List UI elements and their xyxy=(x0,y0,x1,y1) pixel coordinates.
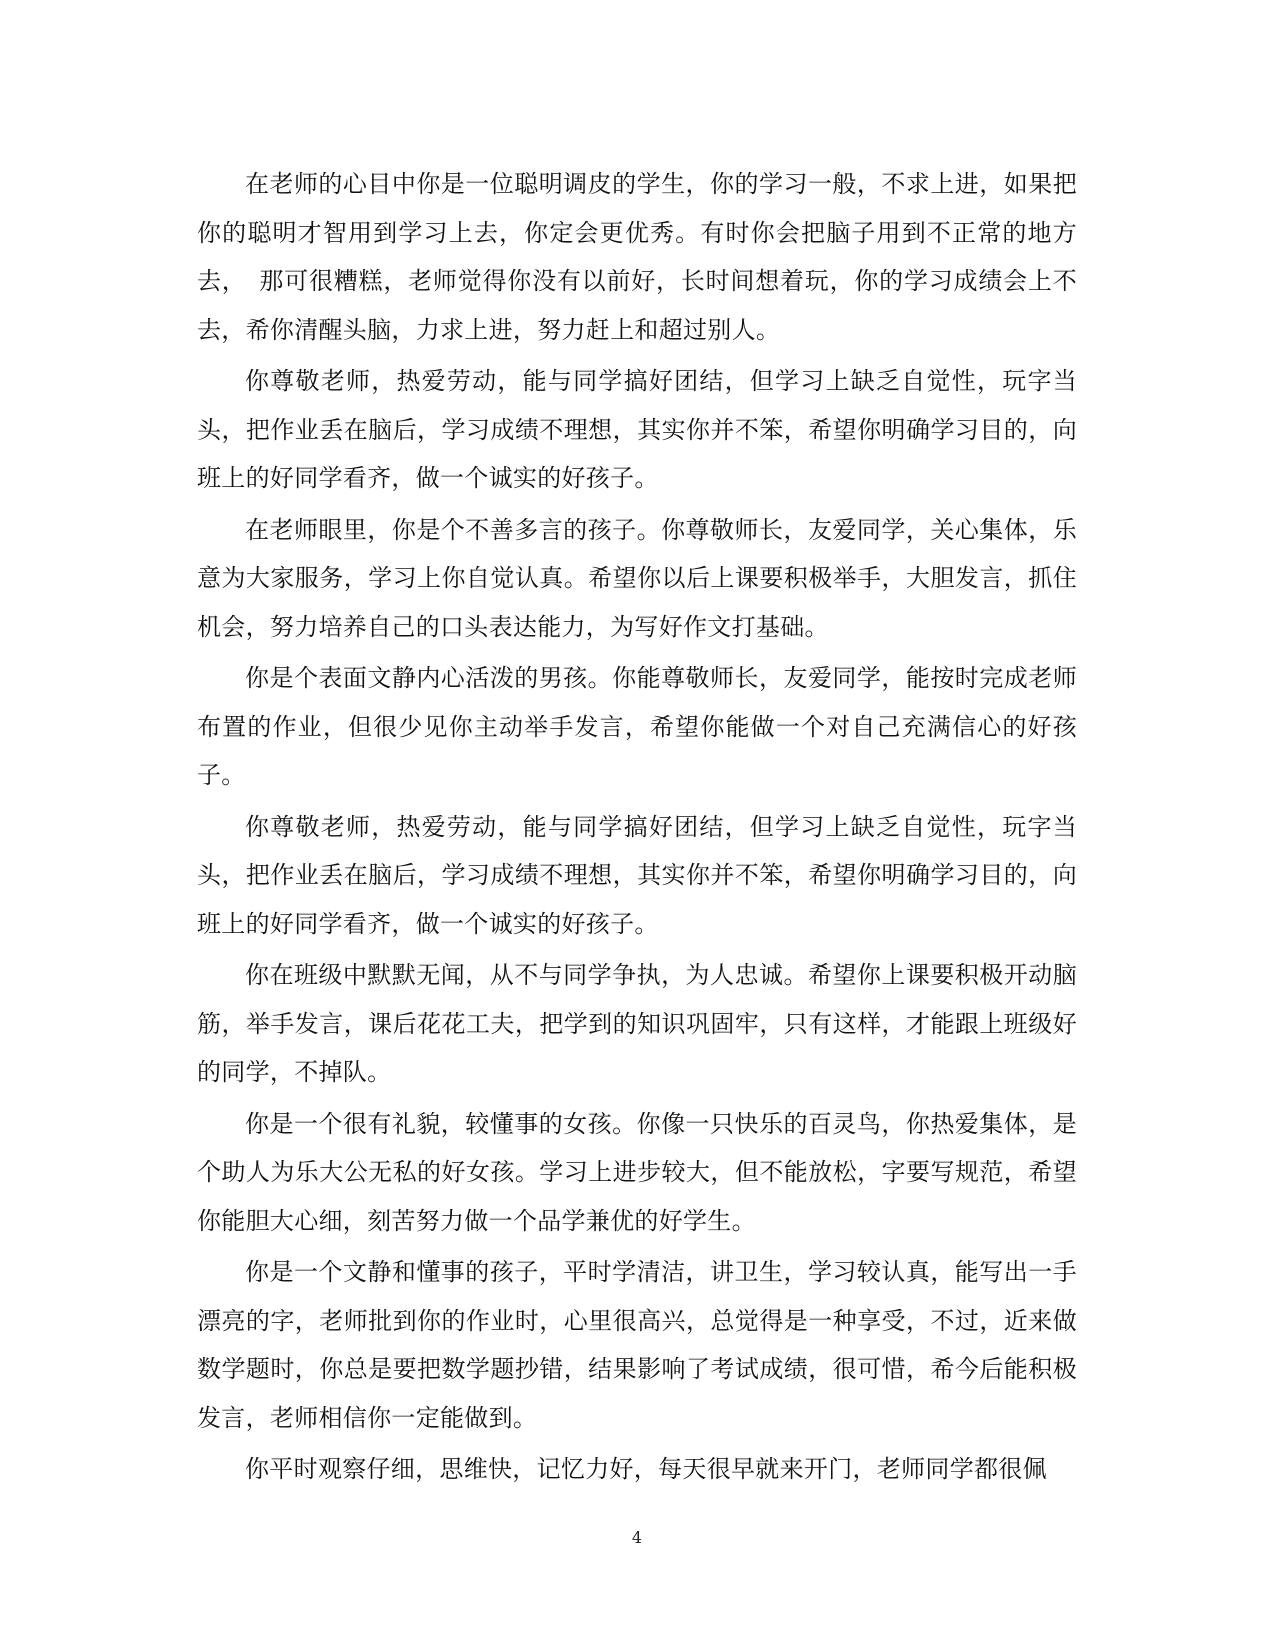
paragraph-5: 你尊敬老师，热爱劳动，能与同学搞好团结，但学习上缺乏自觉性，玩字当头，把作业丢在脑后，学习成绩不理想，其实你并不笨，希望你明确学习目的，向班上的好同学看齐，做一个诚实的好孩子。 xyxy=(197,812,1077,938)
paragraph-2: 你尊敬老师，热爱劳动，能与同学搞好团结，但学习上缺乏自觉性，玩字当头，把作业丢在脑后，学习成绩不理想，其实你并不笨，希望你明确学习目的，向班上的好同学看齐，做一个诚实的好孩子。 xyxy=(197,367,1077,492)
paragraph-3: 在老师眼里，你是个不善多言的孩子。你尊敬师长，友爱同学，关心集体，乐意为大家服务，学习上你自觉认真。希望你以后上课要积极举手，大胆发言，抓住机会，努力培养自己的口头表达能力，为写好作文打基础。 xyxy=(197,515,1077,641)
body-text xyxy=(197,160,1077,1497)
paragraph-1: 在老师的心目中你是一位聪明调皮的学生，你的学习一般，不求上进，如果把你的聪明才智用到学习上去，你定会更优秀。有时你会把脑子用到不正常的地方去， 那可很糟糕，老师觉得你没有以前好，长时间想着玩，你的学习成绩会上不去，希你清醒头脑，力求上进，努力赶上和超过别人。 xyxy=(197,170,1077,344)
paragraph-4: 你是个表面文静内心活泼的男孩。你能尊敬师长，友爱同学，能按时完成老师布置的作业，但很少见你主动举手发言，希望你能做一个对自己充满信心的好孩子。 xyxy=(197,664,1077,789)
paragraph-9: 你平时观察仔细，思维快，记忆力好，每天很早就来开门，老师同学都很佩 xyxy=(245,1455,1047,1483)
paragraph-8: 你是一个文静和懂事的孩子，平时学清洁，讲卫生，学习较认真，能写出一手漂亮的字，老师批到你的作业时，心里很高兴，总觉得是一种享受，不过，近来做数学题时，你总是要把数学题抄错，结果影响了考试成绩，很可惜，希今后能积极发言，老师相信你一定能做到。 xyxy=(197,1258,1077,1432)
page-number: 4 xyxy=(631,1528,643,1547)
paragraph-6: 你在班级中默默无闻，从不与同学争执，为人忠诚。希望你上课要积极开动脑筋，举手发言，课后花花工夫，把学到的知识巩固牢，只有这样，才能跟上班级好的同学，不掉队。 xyxy=(197,961,1077,1086)
paragraph-7: 你是一个很有礼貌，较懂事的女孩。你像一只快乐的百灵鸟，你热爱集体，是个助人为乐大公无私的好女孩。学习上进步较大，但不能放松，字要写规范，希望你能胆大心细，刻苦努力做一个品学兼优的好学生。 xyxy=(197,1109,1077,1235)
